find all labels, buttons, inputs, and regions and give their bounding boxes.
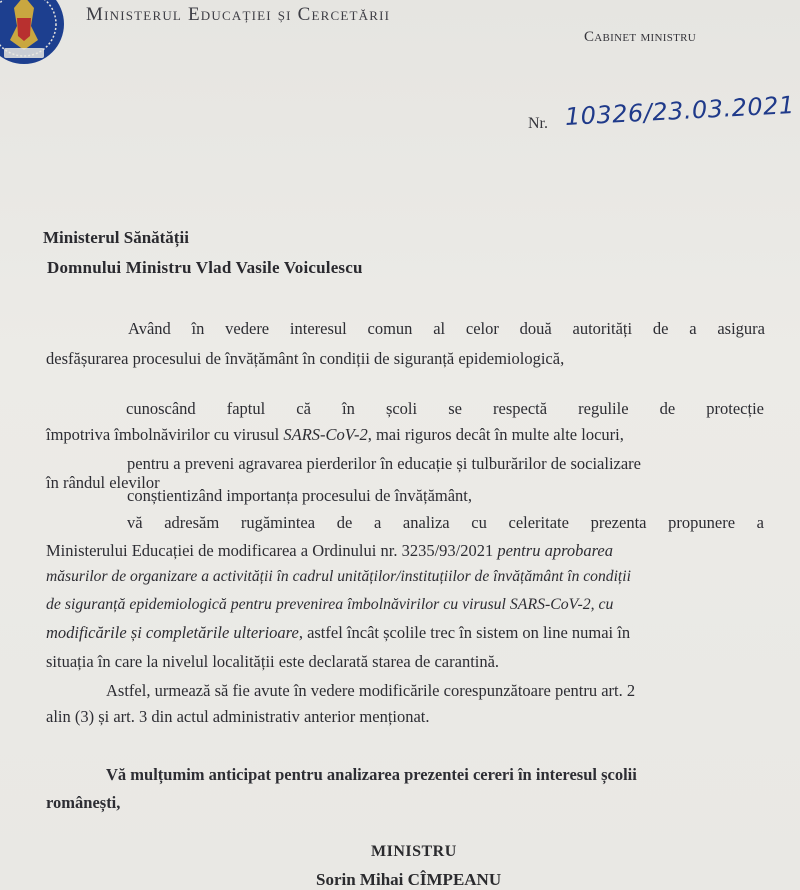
signature-name: Sorin Mihai CÎMPEANU <box>316 870 502 889</box>
body-line-8: vă adresăm rugămintea de a analiza cu celeritate prezenta propunere a <box>127 513 764 532</box>
body-line-10: măsurilor de organizare a activității în cadrul unităților/instituțiilor de învățământ în condiții <box>46 568 631 585</box>
ministry-name: Ministerul Educației și Cercetării <box>86 4 391 25</box>
body-line-11: de siguranță epidemiologică pentru prevenirea îmbolnăvirilor cu virusul SARS-CoV-2, cu <box>46 596 614 613</box>
recipient-addressee: Domnului Ministru Vlad Vasile Voiculescu <box>47 258 363 277</box>
body-line-5: pentru a preveni agravarea pierderilor în educație și tulburărilor de socializare <box>127 454 641 473</box>
signature-title: MINISTRU <box>371 843 457 860</box>
cabinet-label: Cabinet ministru <box>584 29 697 45</box>
virus-name: SARS-CoV-2 <box>283 425 368 444</box>
body-line-9a: Ministerului Educației de modificarea a Ordinului nr. 3235/93/2021 <box>46 541 498 560</box>
body-line-4a: împotriva îmbolnăvirilor cu virusul <box>46 425 284 444</box>
body-line-12 <box>46 623 630 643</box>
body-line-14: Astfel, urmează să fie avute în vedere modificările corespunzătoare pentru art. 2 <box>106 681 636 700</box>
body-line-3: cunoscând faptul că în școli se respectă regulile de protecție <box>126 399 764 418</box>
body-line-4 <box>46 425 624 445</box>
body-line-15: alin (3) și art. 3 din actul administrativ anterior menționat. <box>46 707 430 726</box>
body-line-4c: , mai riguros decât în multe alte locuri, <box>367 425 624 444</box>
body-line-12b: , astfel încât școlile trec în sistem on line numai în <box>298 623 631 642</box>
body-line-9 <box>46 541 613 561</box>
body-line-2: desfășurarea procesului de învățământ în condiții de siguranță epidemiologică, <box>46 349 565 368</box>
body-line-13: situația în care la nivelul localității este declarată starea de carantină. <box>46 652 500 671</box>
closing-line-2: românești, <box>46 793 121 812</box>
body-line-7: conștientizând importanța procesului de învățământ, <box>127 486 473 505</box>
body-line-9b: pentru aprobarea <box>497 541 614 560</box>
recipient-institution: Ministerul Sănătății <box>43 228 189 247</box>
registration-number-handwritten: 10326/23.03.2021 <box>564 90 796 131</box>
body-line-12a: modificările și completările ulterioare <box>46 623 299 642</box>
body-line-1: Având în vedere interesul comun al celor două autorități de a asigura <box>128 319 765 338</box>
coat-of-arms-icon <box>0 0 64 70</box>
closing-line-1: Vă mulțumim anticipat pentru analizarea prezentei cereri în interesul școlii <box>106 765 637 784</box>
body-line-6: în rândul elevilor <box>46 473 160 492</box>
registration-number-label: Nr. <box>528 115 548 132</box>
